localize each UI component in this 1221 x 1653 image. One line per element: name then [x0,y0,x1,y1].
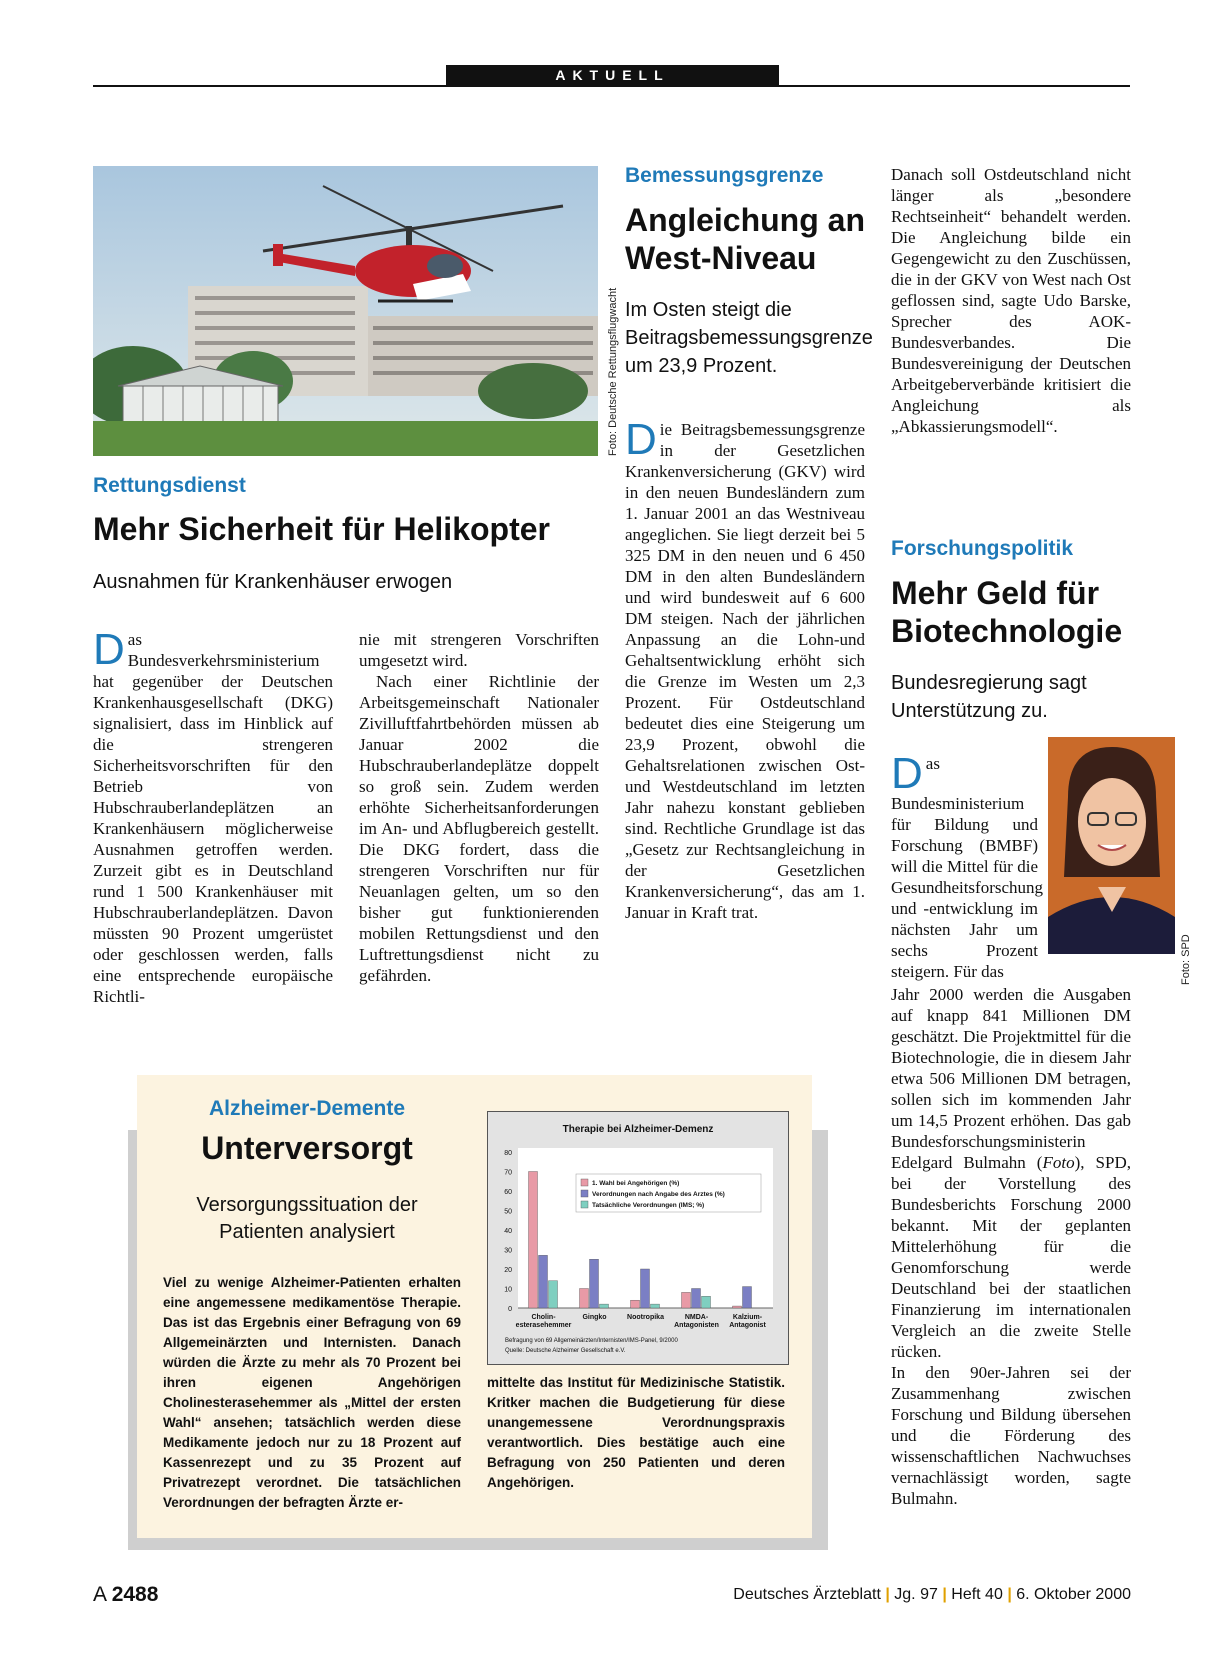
portrait-photo [1048,737,1175,954]
article2-title-line: West-Niveau [625,240,817,276]
chart-bar [631,1300,640,1308]
dropcap: D [891,749,923,798]
chart-category-label: NMDA- [684,1314,709,1321]
article2-title-line: Angleichung an [625,202,865,238]
chart-bar [580,1289,589,1309]
chart-ytick-label: 0 [508,1306,512,1313]
chart-bar [590,1259,599,1308]
chart-ytick-label: 40 [504,1228,512,1235]
chart-legend-label: Verordnungen nach Angabe des Arztes (%) [592,1191,725,1198]
chart-category-label: esterasehemmer [515,1322,572,1329]
photo-credit: Foto: SPD [1180,934,1192,985]
chart-category-label: Gingko [582,1314,607,1321]
article3-intro [891,749,1044,982]
article1-column2 [359,629,599,986]
chart-ytick-label: 60 [504,1189,512,1196]
chart-bar [529,1172,538,1309]
chart-category-label: Kalzium- [732,1314,763,1321]
chart-bar [692,1289,701,1309]
page-number-value: 2488 [111,1583,159,1606]
article2-kicker: Bemessungsgrenze [625,164,824,187]
chart-bar [549,1281,558,1308]
chart-category-label: Antagonisten [674,1322,719,1329]
article3-paragraph: In den 90er-Jahren sei der Zusammenhang zwischen Forschung und Bildung übersehen und die Förderung des wissenschaftlichen Nachwuchses vernachlässigt worden, sagte Bulmahn. [891,1363,1131,1508]
article3-text: Jahr 2000 werden die Ausgaben auf knapp 841 Millionen DM geschätzt. Die Projektmittel für die Biotechnologie, die in diesem Jahr etwa 506 Millionen DM betragen, sollen sich im kommenden Jahr um 14,5 Prozent erhöhen. Das gab Bundesforschungsministerin Edelgard Bulmahn ( [891,985,1131,1172]
article3-text: as Bundesministerium für Bildung und Forschung (BMBF) will die Mittel für die Gesundheitsforschung und -entwicklung im nächsten Jahr um sechs Prozent steigern. Für das [891,754,1044,981]
chart-bar [539,1255,548,1308]
article1-subtitle: Ausnahmen für Krankenhäuser erwogen [93,571,453,593]
chart-ytick-label: 70 [504,1169,512,1177]
article3-text-italic: Foto [1042,1153,1075,1172]
article3-title [891,574,1122,650]
helicopter-photo [93,166,598,456]
dropcap: D [625,415,657,464]
section-label: AKTUELL [446,65,779,86]
chart-legend-label: 1. Wahl bei Angehörigen (%) [592,1180,680,1187]
chart-ytick-label: 10 [504,1286,512,1294]
article2-column2: Danach soll Ostdeutschland nicht länger als „besondere Rechtseinheit“ behandelt werden. Die Angleichung bilde ein Gegengewicht zu den Zuschüssen, die in der GKV von West nach Ost geflossen sind, sagte Udo Barske, Sprecher des AOK-Bundesverbandes. Die Bundesvereinigung der Deutschen Arbeitgeberverbände kritisiert die Angleichung als „Abkassierungsmodell“. [891,165,1131,436]
article1-column1 [93,625,333,1007]
box-text-left: Viel zu wenige Alzheimer-Patienten erhalten eine angemessene medikamentöse Therapie. Das ist das Ergebnis einer Befragung von 69 Allgemeinärzten und Internisten. Danach würden die Ärzte zu mehr als 70 Prozent bei ihren eigenen Angehörigen Cholinesterasehemmer als „Mittel der ersten Wahl“ ansehen; tatsächlich werden diese Medikamente jedoch nur zu 18 Prozent auf Kassenrezept und zu 35 Prozent auf Privatrezept verordnet. Die tatsächlichen Verordnungen der befragten Ärzte er- [163,1275,461,1510]
page-number [93,1583,158,1607]
article3-kicker: Forschungspolitik [891,537,1074,560]
box-text-right: mittelte das Institut für Medizinische Statistik. Kritker machen die Budgetierung für diese unangemessene Verordnungspraxis verantwortlich. Dies bestätige auch eine Befragung von 250 Patienten und deren Angehörigen. [487,1375,785,1490]
chart-title: Therapie bei Alzheimer-Demenz [562,1124,714,1135]
article3-text: ), SPD, bei der Vorstellung des Bundesberichts Forschung 2000 bekannt. Mit der geplanten Mittelerhöhung für die Genomforschung werde Deutschland bei der staatlichen Finanzierung im internationalen Vergleich an die zweite Stelle rücken. [891,1153,1131,1361]
chart-legend-swatch [581,1201,588,1208]
chart-ytick-label: 50 [504,1208,512,1216]
article1-paragraph: Nach einer Richtlinie der Arbeitsgemeinschaft Nationaler Zivilluftfahrtbehörden müssen ab Januar 2002 die Hubschrauberlandeplätze doppelt so groß sein. Zudem werden erhöhte Sicherheitsanforderungen im An- und Abflugbereich gestellt. Die DKG fordert, dass die strengeren Vorschriften nur für Neuanlagen gelten, um so den bisher gut funktionierenden mobilen Rettungsdienst und den Luftrettungsdienst nicht zu gefährden. [359,672,599,985]
box-title: Unterversorgt [201,1130,413,1166]
chart-legend-swatch [581,1179,588,1186]
chart-category-label: Cholin- [531,1314,556,1321]
journal-issue: Heft 40 [951,1586,1003,1603]
chart-ytick-label: 80 [504,1150,512,1157]
chart-category-label: Nootropika [627,1314,664,1321]
chart-bar [743,1287,752,1308]
article2-column1 [625,415,865,923]
article3-title-line: Mehr Geld für [891,575,1100,611]
journal-date: 6. Oktober 2000 [1016,1586,1131,1603]
article2-text: ie Beitragsbemessungsgrenze in der Gesetzlichen Krankenversicherung (GKV) wird in den neuen Bundesländern zum 1. Januar 2001 an das Westniveau angeglichen. Sie liegt derzeit bei 5 325 DM in den neuen und 6 450 DM in den alten Bundesländern und wird bundesweit auf 6 600 DM steigen. Nach der jährlichen Anpassung an die Lohn-und Gehaltsentwicklung erhöht sich die Grenze im Westen um 2,3 Prozent. Für Ostdeutschland bedeutet dies eine Steigerung um 23,9 Prozent, obwohl die Gehaltsrelationen zwischen Ost- und Westdeutschland im letzten Jahr nahezu konstant geblieben sind. Rechtliche Grundlage ist das „Gesetz zur Rechtsangleichung in der Gesetzlichen Krankenversicherung“, das am 1. Januar in Kraft trat. [625,420,865,922]
article2-subtitle: Im Osten steigt die Beitragsbemessungsgrenze um 23,9 Prozent. [625,299,873,377]
article2-title [625,201,865,277]
chart-bar [733,1306,742,1308]
chart-ytick-label: 30 [504,1247,512,1255]
article3-body [891,984,1131,1509]
journal-info [733,1586,1131,1604]
article3-title-line: Biotechnologie [891,613,1123,649]
chart-bar [682,1292,691,1308]
article1-text: as Bundesverkehrsministerium hat gegenüber der Deutschen Krankenhausgesellschaft (DKG) signalisiert, dass im Hinblick auf die strengeren Sicherheitsvorschriften für den Betrieb von Hubschrauberlandeplätzen an Krankenhäusern möglicherweise Ausnahmen getroffen werden. Zurzeit gibt es in Deutschland rund 1 500 Krankenhäuser mit Hubschrauberlandeplätzen. Davon müssten 90 Prozent umgerüstet oder geschlossen werden, falls eine entsprechende europäische Richtli- [93,630,333,1006]
box-subtitle-line: Patienten analysiert [219,1221,395,1243]
chart-ytick-label: 20 [504,1267,512,1274]
chart-source: Befragung von 69 Allgemeinärzten/Internisten/IMS-Panel, 9/2000 [505,1338,678,1344]
chart-legend-label: Tatsächliche Verordnungen (IMS; %) [592,1202,705,1209]
photo-credit: Foto: Deutsche Rettungsflugwacht [607,287,619,456]
journal-name: Deutsches Ärzteblatt [733,1586,881,1603]
separator: | [885,1586,890,1603]
article3-subtitle: Bundesregierung sagt Unterstützung zu. [891,672,1087,722]
separator: | [1007,1586,1012,1603]
article1-paragraph: nie mit strengeren Vorschriften umgesetzt wird. [359,630,599,670]
article1-kicker: Rettungsdienst [93,474,246,497]
chart-legend-swatch [581,1190,588,1197]
chart-bar [651,1304,660,1308]
box-subtitle-line: Versorgungssituation der [196,1194,418,1216]
box-kicker: Alzheimer-Demente [208,1097,406,1120]
header-rule [93,85,1130,87]
chart-bar [600,1304,609,1308]
alzheimer-chart [487,1111,789,1365]
dropcap: D [93,625,125,674]
box-subtitle [137,1192,477,1246]
chart-category-label: Antagonist [729,1322,766,1329]
chart-bar [641,1269,650,1308]
chart-bar [702,1296,711,1308]
chart-source: Quelle: Deutsche Alzheimer Gesellschaft e.V. [505,1348,626,1354]
article1-title: Mehr Sicherheit für Helikopter [93,511,550,547]
separator: | [942,1586,947,1603]
journal-volume: Jg. 97 [894,1586,938,1603]
page-prefix: A [93,1583,106,1606]
